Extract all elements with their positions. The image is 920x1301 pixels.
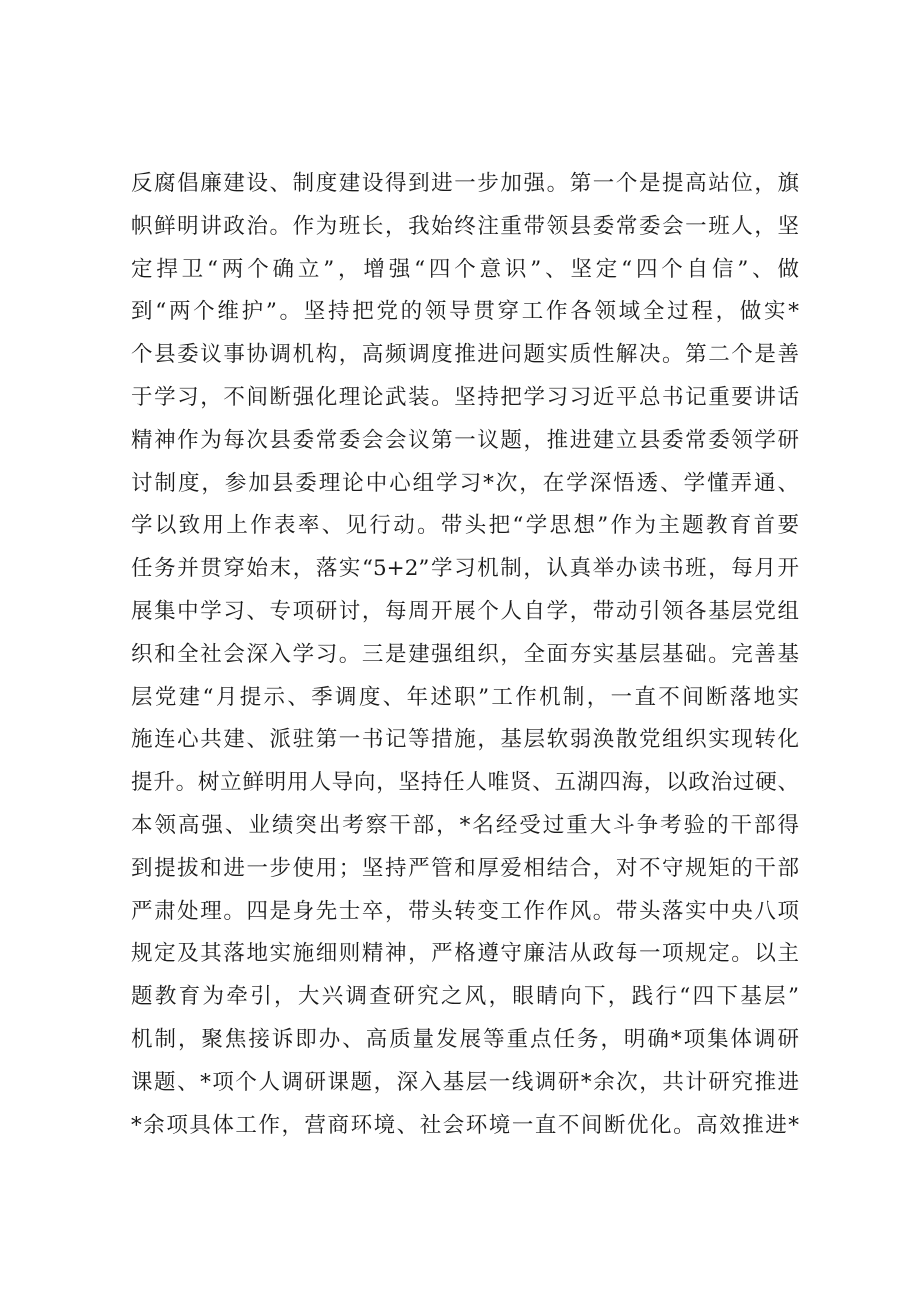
text-line: 课题、*项个人调研课题，深入基层一线调研*余次，共计研究推进 <box>131 1069 799 1095</box>
text-line: 学以致用上作表率、见行动。带头把“学思想”作为主题教育首要 <box>131 513 799 539</box>
text-line: 讨制度，参加县委理论中心组学习*次，在学深悟透、学懂弄通、 <box>131 470 799 496</box>
text-line: 本领高强、业绩突出考察干部，*名经受过重大斗争考验的干部得 <box>131 812 799 838</box>
body-paragraph <box>131 163 799 1147</box>
text-line: 严肃处理。四是身先士卒，带头转变工作作风。带头落实中央八项 <box>131 898 799 924</box>
text-line: 施连心共建、派驻第一书记等措施，基层软弱涣散党组织实现转化 <box>131 727 799 753</box>
text-line: 题教育为牵引，大兴调查研究之风，眼睛向下，践行“四下基层” <box>131 984 799 1010</box>
text-line: *余项具体工作，营商环境、社会环境一直不间断优化。高效推进* <box>131 1112 799 1138</box>
text-line: 于学习，不间断强化理论武装。坚持把学习习近平总书记重要讲话 <box>131 384 799 410</box>
text-line: 帜鲜明讲政治。作为班长，我始终注重带领县委常委会一班人，坚 <box>131 213 799 239</box>
text-line: 层党建“月提示、季调度、年述职”工作机制，一直不间断落地实 <box>131 684 799 710</box>
text-line: 提升。树立鲜明用人导向，坚持任人唯贤、五湖四海，以政治过硬、 <box>131 770 799 796</box>
text-line: 展集中学习、专项研讨，每周开展个人自学，带动引领各基层党组 <box>131 598 799 624</box>
text-line: 规定及其落地实施细则精神，严格遵守廉洁从政每一项规定。以主 <box>131 941 799 967</box>
text-line: 定捍卫“两个确立”，增强“四个意识”、坚定“四个自信”、做 <box>131 256 799 282</box>
text-line: 反腐倡廉建设、制度建设得到进一步加强。第一个是提高站位，旗 <box>131 171 799 196</box>
text-line: 到“两个维护”。坚持把党的领导贯穿工作各领域全过程，做实* <box>131 299 799 325</box>
text-line: 个县委议事协调机构，高频调度推进问题实质性解决。第二个是善 <box>131 342 799 368</box>
text-line: 精神作为每次县委常委会会议第一议题，推进建立县委常委领学研 <box>131 427 799 453</box>
text-line: 任务并贯穿始末，落实“5+2”学习机制，认真举办读书班，每月开 <box>131 556 799 582</box>
text-line: 到提拔和进一步使用；坚持严管和厚爱相结合，对不守规矩的干部 <box>131 855 799 881</box>
text-line: 机制，聚焦接诉即办、高质量发展等重点任务，明确*项集体调研 <box>131 1026 799 1052</box>
text-line: 织和全社会深入学习。三是建强组织，全面夯实基层基础。完善基 <box>131 641 799 667</box>
